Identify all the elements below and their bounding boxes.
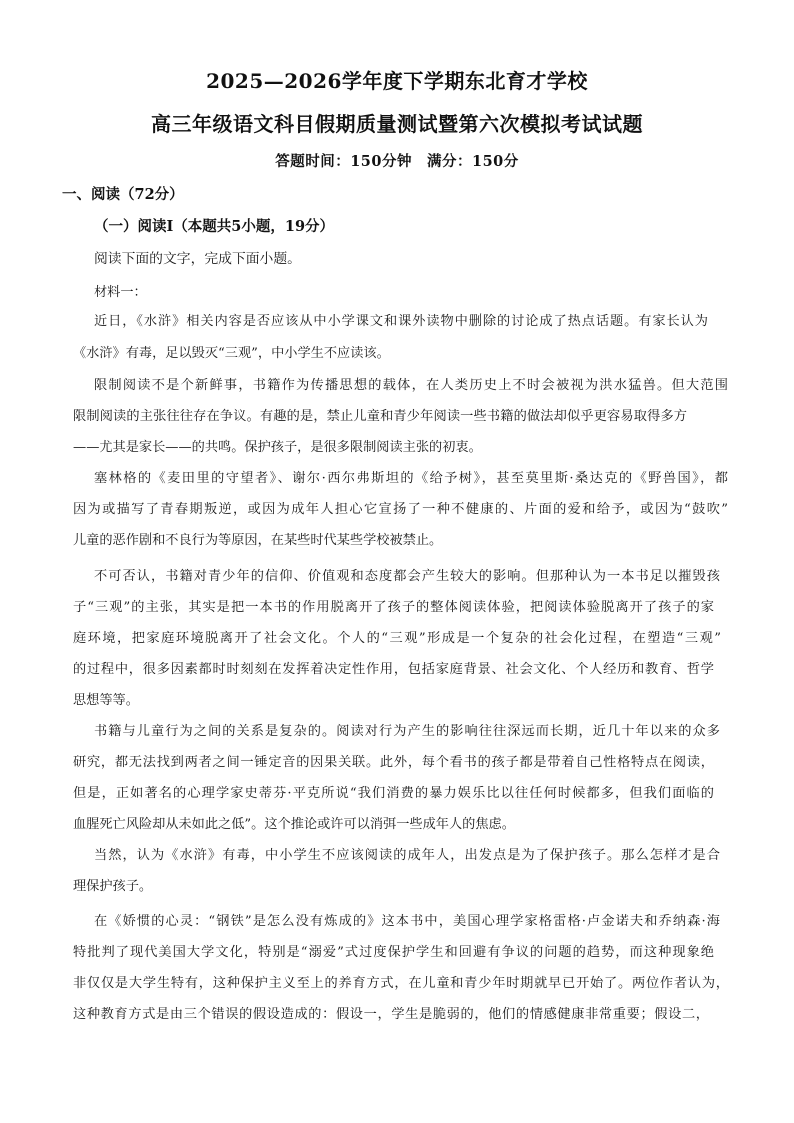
passage-line: 子“三观”的主张，其实是把一本书的作用脱离开了孩子的整体阅读体验，把阅读体验脱离开了孩子的家 xyxy=(73,600,714,615)
passage-line: 书籍与儿童行为之间的关系是复杂的。阅读对行为产生的影响往往深远而长期，近几十年以来的众多 xyxy=(94,724,720,739)
passage-line: 血腥死亡风险却从未如此之低”。这个推论或许可以消弭一些成年人的焦虑。 xyxy=(73,817,515,832)
passage-line: 非仅仅是大学生特有，这种保护主义至上的养育方式，在儿童和青少年时期就早已开始了。两位作者认为， xyxy=(73,976,729,991)
subsection-heading: （一）阅读Ⅰ（本题共5小题，19分） xyxy=(94,218,335,235)
material-label: 材料一： xyxy=(94,285,147,300)
passage-line: ——尤其是家长——的共鸣。保护孩子，是很多限制阅读主张的初衷。 xyxy=(73,440,482,455)
passage-line: 特批判了现代美国大学文化，特别是“溺爱”式过度保护学生和回避有争议的问题的趋势，而这种现象绝 xyxy=(73,945,714,960)
passage-line: 近日，《水浒》相关内容是否应该从中小学课文和课外读物中删除的讨论成了热点话题。有家长认为 xyxy=(94,314,708,329)
passage-line: 的过程中，很多因素都时时刻刻在发挥着决定性作用，包括家庭背景、社会文化、个人经历和教育、哲学 xyxy=(73,662,714,677)
passage-line: 在《娇惯的心灵：“钢铁”是怎么没有炼成的》这本书中，美国心理学家格雷格·卢金诺夫和乔纳森·海 xyxy=(94,914,720,929)
passage-line: 塞林格的《麦田里的守望者》、谢尔·西尔弗斯坦的《给予树》，甚至莫里斯·桑达克的《野兽国》，都 xyxy=(94,471,728,486)
instruction-text: 阅读下面的文字，完成下面小题。 xyxy=(94,251,301,267)
exam-school-title: 2025—2026学年度下学期东北育才学校 xyxy=(206,69,588,93)
section-heading: 一、阅读（72分） xyxy=(62,186,184,203)
passage-line: 因为或描写了青春期叛逆，或因为成年人担心它宣扬了一种不健康的、片面的爱和给予，或因为“鼓吹” xyxy=(73,502,728,517)
passage-line: 研究，都无法找到两者之间一锤定音的因果关联。此外，每个看书的孩子都是带着自己性格特点在阅读， xyxy=(73,755,714,770)
passage-line: 限制阅读的主张往往存在争议。有趣的是，禁止儿童和青少年阅读一些书籍的做法却似乎更容易取得多方 xyxy=(73,409,687,424)
passage-line: 当然，认为《水浒》有毒，中小学生不应该阅读的成年人，出发点是为了保护孩子。那么怎样才是合 xyxy=(94,848,720,863)
exam-subject-title: 高三年级语文科目假期质量测试暨第六次模拟考试试题 xyxy=(151,112,643,136)
passage-line: 思想等等。 xyxy=(73,693,139,708)
passage-line: 限制阅读不是个新鲜事，书籍作为传播思想的载体，在人类历史上不时会被视为洪水猛兽。但大范围 xyxy=(94,378,728,393)
passage-line: 这种教育方式是由三个错误的假设造成的：假设一，学生是脆弱的，他们的情感健康非常重要；假设二， xyxy=(73,1007,709,1022)
passage-line: 儿童的恶作剧和不良行为等原因，在某些时代某些学校被禁止。 xyxy=(73,533,443,548)
passage-line: 理保护孩子。 xyxy=(73,879,153,894)
exam-time-score: 答题时间：150分钟 满分：150分 xyxy=(275,153,519,170)
passage-line: 不可否认，书籍对青少年的信仰、价值观和态度都会产生较大的影响。但那种认为一本书足以摧毁孩 xyxy=(94,569,720,584)
passage-line: 庭环境，把家庭环境脱离开了社会文化。个人的“三观”形成是一个复杂的社会化过程，在塑造“三观” xyxy=(73,631,721,646)
passage-line: 《水浒》有毒，足以毁灭“三观”，中小学生不应读该。 xyxy=(73,346,390,361)
passage-line: 但是，正如著名的心理学家史蒂芬·平克所说“我们消费的暴力娱乐比以往任何时候都多，但我们面临的 xyxy=(73,786,714,801)
